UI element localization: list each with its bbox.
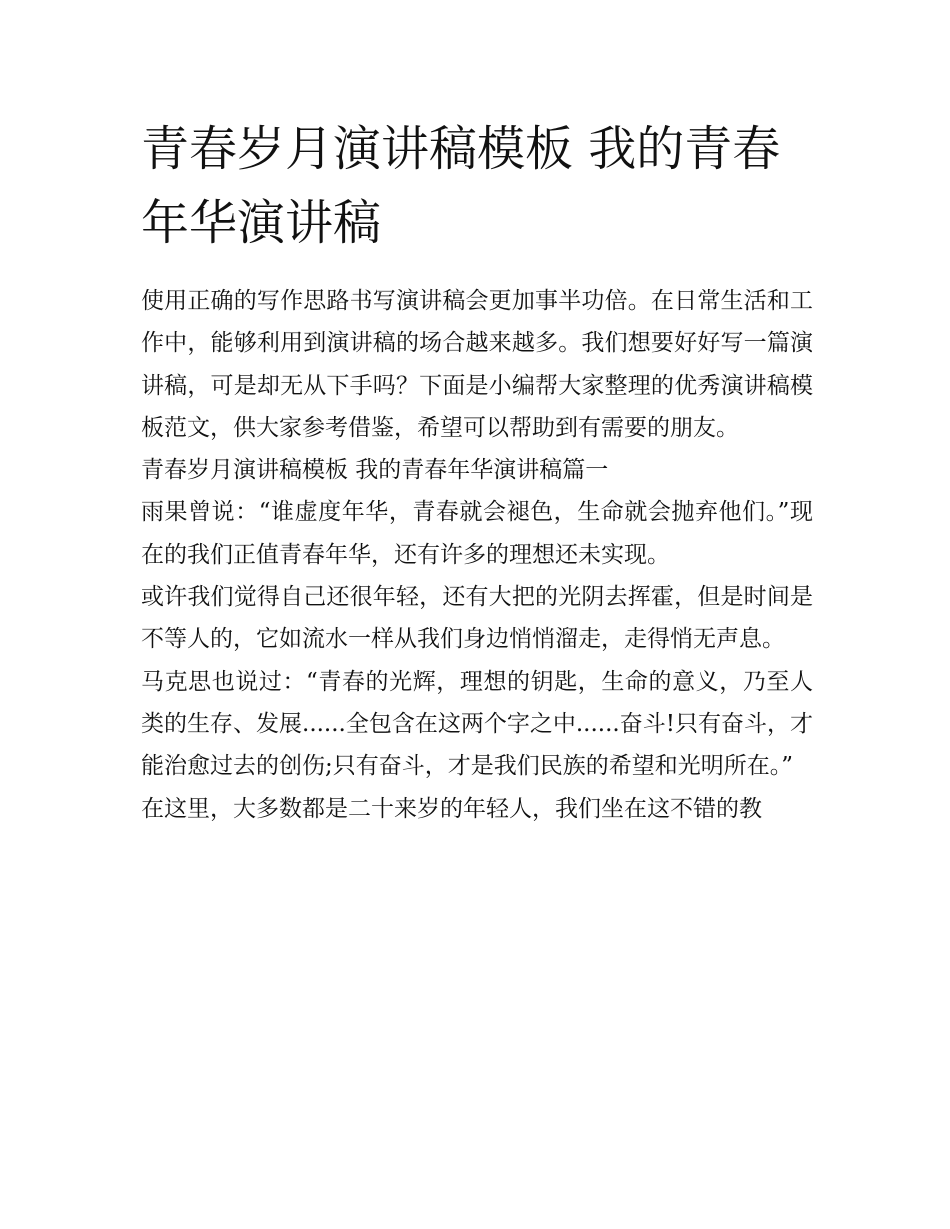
intro-paragraph: 使用正确的写作思路书写演讲稿会更加事半功倍。在日常生活和工作中，能够利用到演讲稿的场合越来越多。我们想要好好写一篇演讲稿，可是却无从下手吗？下面是小编帮大家整理的优秀演讲稿模板范文，供大家参考借鉴，希望可以帮助到有需要的朋友。 [141, 288, 813, 441]
body-paragraph: 或许我们觉得自己还很年轻，还有大把的光阴去挥霍，但是时间是不等人的，它如流水一样从我们身边悄悄溜走，走得悄无声息。 [141, 584, 813, 653]
document-page [141, 112, 813, 830]
body-paragraph: 雨果曾说：“谁虚度年华，青春就会褪色，生命就会抛弃他们。”现在的我们正值青春年华，还有许多的理想还未实现。 [141, 499, 813, 568]
document-title: 青春岁月演讲稿模板 我的青春年华演讲稿 [141, 121, 781, 251]
body-paragraph: 在这里，大多数都是二十来岁的年轻人，我们坐在这不错的教 [141, 795, 762, 822]
body-paragraph: 马克思也说过：“青春的光辉，理想的钥匙，生命的意义，乃至人类的生存、发展......全包含在这两个字之中......奋斗!只有奋斗，才能治愈过去的创伤;只有奋斗，才是我们民族的希望和光明所在。” [141, 668, 813, 780]
section-heading: 青春岁月演讲稿模板 我的青春年华演讲稿篇一 [141, 457, 609, 484]
